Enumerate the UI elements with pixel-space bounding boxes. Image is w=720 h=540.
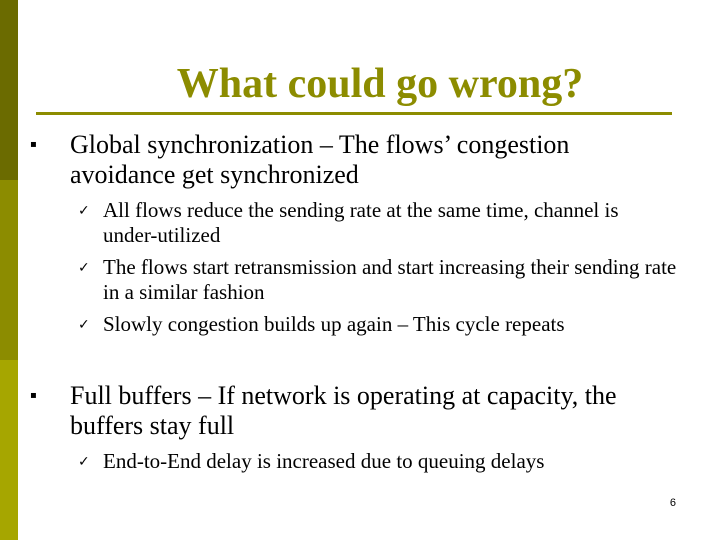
check-icon: ✓ — [78, 454, 90, 470]
subitem-text: End-to-End delay is increased due to queuing delays — [103, 449, 545, 473]
sidebar-decoration-middle — [0, 180, 18, 360]
subitem-end-to-end-delay — [78, 449, 678, 474]
subitem-retransmission — [78, 255, 678, 305]
bullet-full-buffers — [30, 381, 680, 441]
sidebar-decoration-top — [0, 0, 18, 180]
subitem-text: The flows start retransmission and start increasing their sending rate in a similar fashion — [103, 255, 677, 304]
page-number: 6 — [669, 497, 676, 509]
bullet-text: Full buffers – If network is operating at capacity, the buffers stay full — [70, 381, 617, 440]
sidebar-decoration-bottom — [0, 360, 18, 540]
check-icon: ✓ — [78, 317, 90, 333]
square-bullet-icon: ▪ — [30, 139, 37, 150]
subitem-cycle-repeats — [78, 312, 678, 337]
subitem-text: All flows reduce the sending rate at the same time, channel is under-utilized — [103, 198, 619, 247]
subitem-reduce-rate — [78, 198, 678, 248]
check-icon: ✓ — [78, 260, 90, 276]
check-icon: ✓ — [78, 203, 90, 219]
title-underline — [36, 112, 672, 115]
subitem-text: Slowly congestion builds up again – This cycle repeats — [103, 312, 565, 336]
slide-title: What could go wrong? — [176, 61, 584, 107]
bullet-text: Global synchronization – The flows’ congestion avoidance get synchronized — [70, 130, 570, 189]
square-bullet-icon: ▪ — [30, 390, 37, 401]
bullet-global-synchronization — [30, 130, 680, 190]
